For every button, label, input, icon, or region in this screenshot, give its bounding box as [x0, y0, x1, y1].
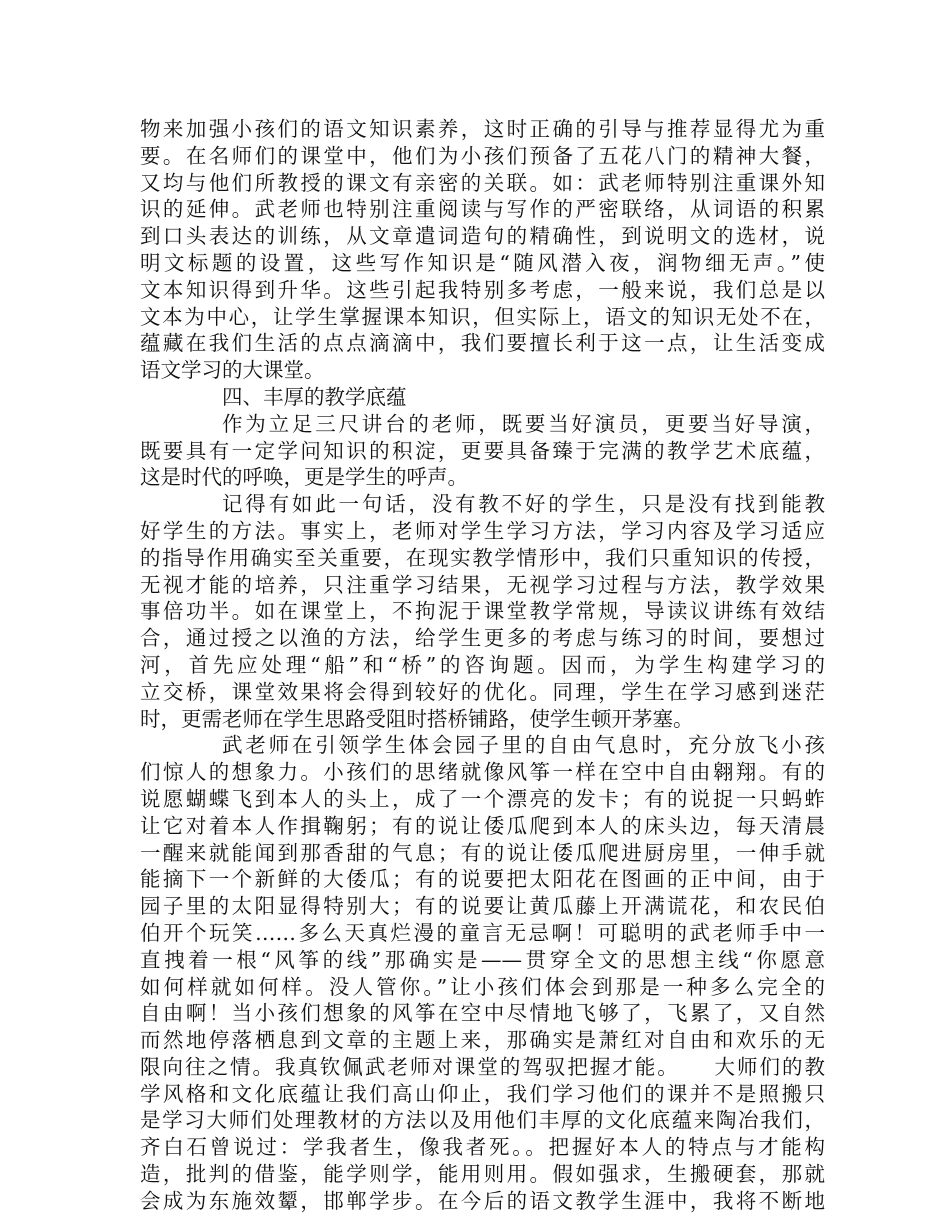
- text-line: 合，通过授之以渔的方法，给学生更多的考虑与练习的时间，要想过: [140, 626, 825, 651]
- text-line: 造，批判的借鉴，能学则学，能用则用。假如强求，生搬硬套，那就: [140, 1162, 825, 1187]
- text-line: 明文标题的设置，这些写作知识是“随风潜入夜，润物细无声。”使: [140, 250, 825, 275]
- text-line: 会成为东施效颦，邯郸学步。在今后的语文教学生涯中，我将不断地: [140, 1188, 825, 1213]
- text-line: 学风格和文化底蕴让我们高山仰止，我们学习他们的课并不是照搬只: [140, 1081, 825, 1106]
- text-line: 这是时代的呼唤，更是学生的呼声。: [140, 465, 468, 490]
- text-line: 直拽着一根“风筝的线”那确实是——贯穿全文的思想主线“你愿意: [140, 947, 825, 972]
- text-line: 如何样就如何样。没人管你。”让小孩们体会到那是一种多么完全的: [140, 974, 825, 999]
- text-line: 河，首先应处理“船”和“桥”的咨询题。因而，为学生构建学习的: [140, 652, 825, 677]
- text-line: 限向往之情。我真钦佩武老师对课堂的驾驭把握才能。 大师们的教: [140, 1054, 825, 1079]
- text-line: 好学生的方法。事实上，老师对学生学习方法，学习内容及学习适应: [140, 518, 825, 543]
- text-line: 识的延伸。武老师也特别注重阅读与写作的严密联络，从词语的积累: [140, 197, 825, 222]
- text-line: 要。在名师们的课堂中，他们为小孩们预备了五花八门的精神大餐，: [140, 143, 825, 168]
- text-line: 物来加强小孩们的语文知识素养，这时正确的引导与推荐显得尤为重: [140, 117, 825, 141]
- text-line: 能摘下一个新鲜的大倭瓜；有的说要把太阳花在图画的正中间，由于: [140, 867, 825, 892]
- text-line: 说愿蝴蝶飞到本人的头上，成了一个漂亮的发卡；有的说捉一只蚂蚱: [140, 786, 825, 811]
- text-line: 文本知识得到升华。这些引起我特别多考虑，一般来说，我们总是以: [140, 277, 825, 302]
- text-line: 又均与他们所教授的课文有亲密的关联。如：武老师特别注重课外知: [140, 170, 825, 195]
- section-heading: 四、丰厚的教学底蕴: [222, 384, 407, 409]
- text-line: 而然地停落栖息到文章的主题上来，那确实是萧红对自由和欢乐的无: [140, 1028, 825, 1053]
- text-line: 蕴藏在我们生活的点点滴滴中，我们要擅长利于这一点，让生活变成: [140, 331, 825, 356]
- paragraph-start: 记得有如此一句话，没有教不好的学生，只是没有找到能教: [222, 492, 825, 517]
- paragraph-start: 武老师在引领学生体会园子里的自由气息时，充分放飞小孩: [222, 733, 825, 758]
- text-line: 齐白石曾说过：学我者生，像我者死。。把握好本人的特点与才能构: [140, 1135, 825, 1160]
- text-line: 园子里的太阳显得特别大；有的说要让黄瓜藤上开满谎花，和农民伯: [140, 894, 825, 919]
- text-line: 事倍功半。如在课堂上，不拘泥于课堂教学常规，导读议讲练有效结: [140, 599, 825, 624]
- text-line: 语文学习的大课堂。: [140, 358, 325, 383]
- text-line: 既要具有一定学问知识的积淀，更要具备臻于完满的教学艺术底蕴，: [140, 438, 825, 463]
- document-body: [140, 116, 825, 1215]
- paragraph-start: 作为立足三尺讲台的老师，既要当好演员，更要当好导演，: [222, 411, 825, 436]
- text-line: 一醒来就能闻到那香甜的气息；有的说让倭瓜爬进厨房里，一伸手就: [140, 840, 825, 865]
- text-line: 是学习大师们处理教材的方法以及用他们丰厚的文化底蕴来陶冶我们，: [140, 1108, 825, 1133]
- text-line: 立交桥，课堂效果将会得到较好的优化。同理，学生在学习感到迷茫: [140, 679, 825, 704]
- text-line: 伯开个玩笑……多么天真烂漫的童言无忌啊！可聪明的武老师手中一: [140, 920, 825, 945]
- text-line: 无视才能的培养，只注重学习结果，无视学习过程与方法，教学效果: [140, 572, 825, 597]
- text-line: 让它对着本人作揖鞠躬；有的说让倭瓜爬到本人的床头边，每天清晨: [140, 813, 825, 838]
- text-line: 的指导作用确实至关重要，在现实教学情形中，我们只重知识的传授，: [140, 545, 825, 570]
- text-line: 文本为中心，让学生掌握课本知识，但实际上，语文的知识无处不在，: [140, 304, 825, 329]
- text-line: 自由啊！当小孩们想象的风筝在空中尽情地飞够了，飞累了，又自然: [140, 1001, 825, 1026]
- text-line: 时，更需老师在学生思路受阻时搭桥铺路，使学生顿开茅塞。: [140, 706, 694, 731]
- text-line: 到口头表达的训练，从文章遣词造句的精确性，到说明文的选材，说: [140, 224, 825, 249]
- text-line: 们惊人的想象力。小孩们的思绪就像风筝一样在空中自由翱翔。有的: [140, 760, 825, 785]
